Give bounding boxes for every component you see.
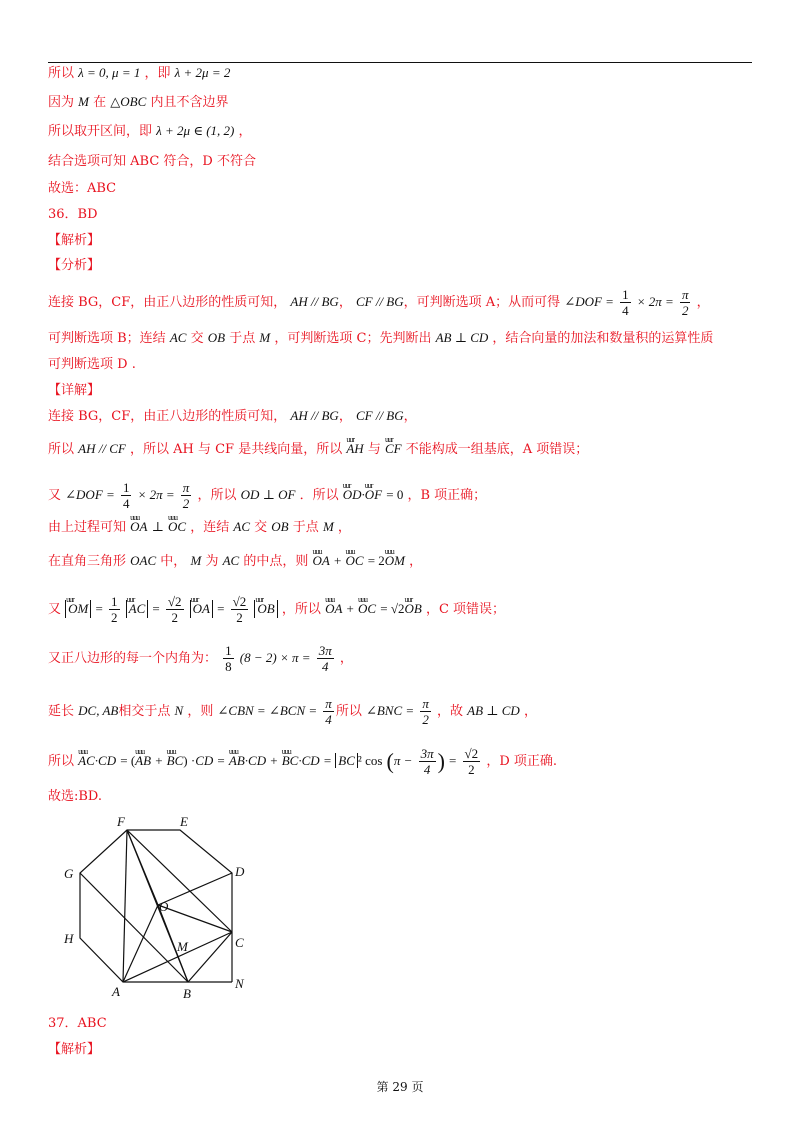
header-rule [48,62,752,63]
math: AB ⊥ CD [435,330,489,345]
text: ，所以 [281,602,321,617]
vector: uuu OC [345,552,363,570]
text: ， [339,651,353,666]
vector: uuu AC [78,752,95,770]
text: ，连结 [190,520,230,535]
text: ， [403,409,417,424]
line-14 [48,440,588,459]
text: ．所以 [299,488,339,503]
text: 延长 [48,704,75,719]
vector-norm: uur OA [190,600,213,618]
math: ∠CBN = ∠BCN = [217,703,318,718]
math: ∠DOF = [65,487,115,502]
line-19 [48,643,353,674]
line-17: 在直角三角形 OAC 中， M 为 AC 的中点，则 uuu OA + uuu OC = 2uuu OM ， [48,552,422,571]
text: 中， [160,554,187,569]
math: AC [222,553,240,568]
text: 所以 [48,442,75,457]
vector-norm: uur OB [254,600,277,618]
math: λ + 2μ ∈ (1, 2) [156,123,235,138]
text: 相交于点 [118,704,171,719]
fraction: $\frac{\pi}{2}$ [182,480,190,511]
fraction: $\frac{\pi}{4}$ [325,696,332,727]
vector: uur OB [404,600,421,618]
vector-norm: uur AC [126,600,149,618]
section-jiexi-37: 【解析】 [48,1042,101,1057]
math: OAC [130,553,157,568]
math: M [78,94,89,109]
segment-FA [123,830,127,982]
vector: uuu OC [358,600,376,618]
text: ， [338,409,352,424]
text: 又 [48,602,62,617]
math: × 2π = [636,294,674,309]
vector: uur OF [365,486,382,504]
segment-OD [158,873,232,905]
label-E: E [180,814,188,829]
text: 可判断选项 B；连结 [48,331,166,346]
answer-36: 36．BD [48,207,98,222]
text: ， [337,520,351,535]
fraction: $\frac{3\pi}{4}$ [420,746,434,777]
text: 又正八边形的每一个内角为： [48,651,218,666]
page-number: 第 29 页 [376,1080,424,1094]
label-B: B [183,986,191,1000]
math: ∠DOF = [564,294,614,309]
text: ，B 项正确； [407,488,487,503]
segment-FC [127,830,232,932]
label-G: G [64,866,74,881]
text: ，C 项错误； [425,602,506,617]
text: 由上过程可知 [48,520,127,535]
section-xiangjie: 【详解】 [48,383,101,398]
math: AC [169,330,187,345]
line-16: 由上过程可知 uuu OA ⊥ uuu OC ，连结 AC 交 OB 于点 M ， [48,518,351,537]
vector: uuu BC [167,752,184,770]
math: M [259,330,271,345]
text: 连接 BG，CF，由正八边形的性质可知， [48,295,287,310]
math: OB [207,330,226,345]
label-O: O [159,899,169,914]
line-9 [48,287,710,318]
math: M [322,519,334,534]
math: M [190,553,202,568]
text: ，可判断选项 A；从而可得 [403,295,561,310]
math: AC [233,519,250,534]
line-11: 可判断选项 D . [48,357,136,372]
fraction: $\frac{√2}{2}$ [232,594,247,625]
text: ，故 [436,704,463,719]
text: 因为 [48,95,75,110]
text: ，即 [144,66,171,81]
text: 又 [48,488,62,503]
text: ，可判断选项 C；先判断出 [274,331,432,346]
line-2 [48,93,228,112]
vector: uuu OA [130,518,147,536]
fraction: $\frac{\pi}{2}$ [422,696,429,727]
fraction: $\frac{1}{4}$ [622,287,629,318]
math: OB [271,519,289,534]
text: ， [696,295,710,310]
line-3 [48,122,252,141]
octagon-outline [80,830,232,982]
vector-norm: uur OM [65,600,91,618]
text: 在直角三角形 [48,554,127,569]
math: AH // CF [78,441,126,456]
label-D: D [235,864,245,879]
fraction: $\frac{√2}{2}$ [167,594,182,625]
text: ，则 [187,704,214,719]
vector: uuu OC [168,518,186,536]
text: ，所以 AH 与 CF 是共线向量，所以 [129,442,343,457]
text: 于点 [292,520,319,535]
segment-GB [80,873,188,982]
math: CF // BG [355,408,404,423]
text: ， [238,124,252,139]
vector: uuu AB [135,752,151,770]
text: ，结合向量的加法和数量积的运算性质 [492,331,714,346]
text: 的中点，则 [243,554,309,569]
fraction: $\frac{1}{2}$ [111,594,118,625]
text: 不能构成一组基底，A 项错误； [405,442,589,457]
text: 所以取开区间，即 [48,124,153,139]
vector: uuu OA [325,600,342,618]
line-21: 所以 uuu AC·CD = (uuu AB + uuu BC) ·CD = uuu AB·CD + uuu BC·CD = BC ² cos (π − $\frac{3\pi}{4}$ ) = $\frac{√2}{2}$ ，D 项正确. [48,746,557,777]
text: 所以 [335,704,362,719]
math: DC, AB [78,703,119,718]
line-15: 又 ∠DOF = $\frac{1}{4}$ × 2π = $\frac{\pi}{2}$ ，所以 OD ⊥ OF ．所以 uur OD·uur OF = 0 ，B 项正确； [48,480,486,511]
vector: uur OD [343,486,362,504]
label-M: M [177,939,188,954]
text: 所以 [48,66,75,81]
text: 交 [190,331,204,346]
text: 为 [205,554,219,569]
math: CF // BG [355,294,404,309]
math: OD ⊥ OF [240,487,296,502]
math: (8 − 2) × π = [239,650,311,665]
section-fenxi: 【分析】 [48,258,101,273]
fraction: $\frac{√2}{2}$ [464,746,479,777]
text: ，D 项正确. [486,754,558,769]
segment-OA [123,905,158,982]
octagon-figure [55,810,270,1000]
text: 内且不含边界 [150,95,229,110]
math: ∠BNC = [365,703,415,718]
fraction: $\frac{\pi}{2}$ [681,287,689,318]
text: ，所以 [197,488,237,503]
line-4: 结合选项可知 ABC 符合，D 不符合 [48,154,256,169]
fraction: $\frac{1}{8}$ [225,643,232,674]
vector: uuu OA [313,552,330,570]
fraction: $\frac{1}{4}$ [122,480,130,511]
line-1 [48,64,230,83]
text: 交 [254,520,268,535]
vector: uuu OM [385,552,405,570]
vector-norm: BC [335,753,358,768]
line-18: 又 uur OM = $\frac{1}{2}$ uur AC = $\frac{√2}{2}$ uur OA = $\frac{√2}{2}$ uur OB ，所以 uuu OA + uuu OC = √2uur OB ，C 项错误； [48,594,505,625]
text: ， [409,554,423,569]
vector: uuu BC [282,752,299,770]
math: λ + 2μ = 2 [174,65,231,80]
label-F: F [117,814,125,829]
line-20 [48,696,537,727]
section-jiexi: 【解析】 [48,233,101,248]
fraction: $\frac{3\pi}{4}$ [318,643,332,674]
text: ， [523,704,537,719]
label-C: C [235,935,244,950]
line-13 [48,407,417,426]
math: △OBC [110,94,147,109]
text: ， [338,295,352,310]
math: AB ⊥ CD [467,703,520,718]
text: 与 [367,442,381,457]
segment-FB [127,830,188,982]
text: 连接 BG，CF，由正八边形的性质可知， [48,409,287,424]
line-10 [48,329,713,348]
math: λ = 0, μ = 1 [78,65,141,80]
segment-OC [158,905,232,932]
math: AH // BG [290,294,339,309]
line-5: 故选：ABC [48,181,117,196]
math: N [174,703,184,718]
vector: uur CF [385,440,402,458]
line-22: 故选:BD. [48,789,103,804]
math: = 0 [386,487,404,502]
vector: uuu AB [229,752,245,770]
text: 在 [93,95,107,110]
label-A: A [112,984,120,999]
vector: uur AH [346,440,363,458]
answer-37: 37．ABC [48,1016,107,1031]
label-N: N [235,976,244,991]
text: 所以 [48,754,75,769]
math: × 2π = [137,487,175,502]
text: 于点 [229,331,256,346]
label-H: H [64,931,74,946]
math: AH // BG [290,408,339,423]
